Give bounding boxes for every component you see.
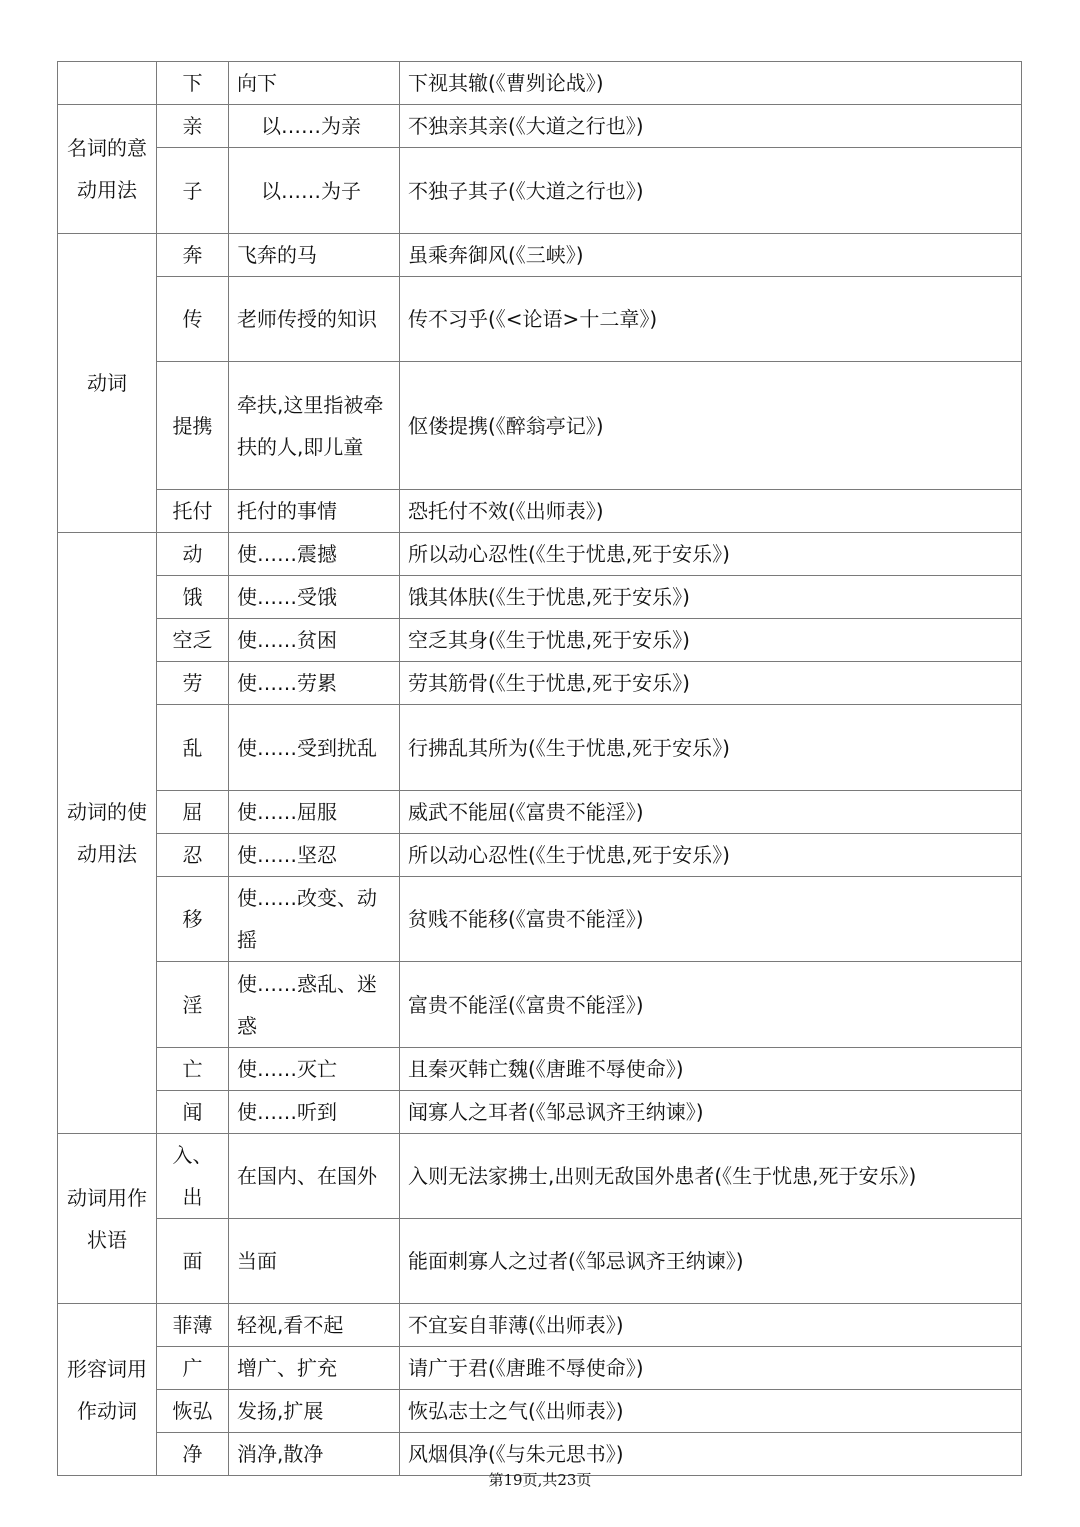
- word-cell: 托付: [157, 490, 229, 533]
- table-row: [58, 962, 1022, 1048]
- example-cell: 恐托付不效(《出师表》): [400, 490, 1022, 533]
- word-cell: 移: [157, 877, 229, 962]
- example-cell: 富贵不能淫(《富贵不能淫》): [400, 962, 1022, 1048]
- example-cell: 所以动心忍性(《生于忧患,死于安乐》): [400, 834, 1022, 877]
- table-row: [58, 234, 1022, 277]
- example-cell: 且秦灭韩亡魏(《唐雎不辱使命》): [400, 1048, 1022, 1091]
- word-cell: 子: [157, 148, 229, 234]
- table-row: [58, 148, 1022, 234]
- word-cell: 饿: [157, 576, 229, 619]
- example-cell: 请广于君(《唐雎不辱使命》): [400, 1347, 1022, 1390]
- meaning-cell: 老师传授的知识: [229, 277, 400, 362]
- category-cell: 名词的意动用法: [58, 105, 157, 234]
- example-cell: 饿其体肤(《生于忧患,死于安乐》): [400, 576, 1022, 619]
- category-cell: 动词用作状语: [58, 1134, 157, 1304]
- table-row: [58, 791, 1022, 834]
- word-cell: 动: [157, 533, 229, 576]
- table-row: [58, 1219, 1022, 1304]
- table-row: [58, 1390, 1022, 1433]
- category-cell: [58, 62, 157, 105]
- table-row: [58, 1134, 1022, 1219]
- example-cell: 所以动心忍性(《生于忧患,死于安乐》): [400, 533, 1022, 576]
- table-row: [58, 619, 1022, 662]
- meaning-cell: 使……屈服: [229, 791, 400, 834]
- example-cell: 虽乘奔御风(《三峡》): [400, 234, 1022, 277]
- table-row: [58, 576, 1022, 619]
- table-row: [58, 705, 1022, 791]
- example-cell: 传不习乎(《<论语>十二章》): [400, 277, 1022, 362]
- meaning-cell: 使……受到扰乱: [229, 705, 400, 791]
- meaning-cell: 以……为子: [229, 148, 400, 234]
- example-cell: 劳其筋骨(《生于忧患,死于安乐》): [400, 662, 1022, 705]
- word-cell: 乱: [157, 705, 229, 791]
- category-cell: 动词的使动用法: [58, 533, 157, 1134]
- page-number: 第19页,共23页: [488, 1471, 592, 1489]
- word-cell: 屈: [157, 791, 229, 834]
- meaning-cell: 消净,散净: [229, 1433, 400, 1476]
- word-cell: 菲薄: [157, 1304, 229, 1347]
- meaning-cell: 牵扶,这里指被牵扶的人,即儿童: [229, 362, 400, 490]
- word-cell: 面: [157, 1219, 229, 1304]
- example-cell: 行拂乱其所为(《生于忧患,死于安乐》): [400, 705, 1022, 791]
- word-cell: 空乏: [157, 619, 229, 662]
- word-cell: 亲: [157, 105, 229, 148]
- table-row: [58, 62, 1022, 105]
- meaning-cell: 使……灭亡: [229, 1048, 400, 1091]
- meaning-cell: 以……为亲: [229, 105, 400, 148]
- word-cell: 劳: [157, 662, 229, 705]
- meaning-cell: 飞奔的马: [229, 234, 400, 277]
- word-cell: 亡: [157, 1048, 229, 1091]
- example-cell: 不独亲其亲(《大道之行也》): [400, 105, 1022, 148]
- table-row: [58, 533, 1022, 576]
- table-row: [58, 277, 1022, 362]
- example-cell: 贫贱不能移(《富贵不能淫》): [400, 877, 1022, 962]
- meaning-cell: 使……贫困: [229, 619, 400, 662]
- meaning-cell: 使……坚忍: [229, 834, 400, 877]
- meaning-cell: 使……受饿: [229, 576, 400, 619]
- meaning-cell: 使……听到: [229, 1091, 400, 1134]
- word-usage-table: [57, 61, 1022, 1476]
- example-cell: 闻寡人之耳者(《邹忌讽齐王纳谏》): [400, 1091, 1022, 1134]
- example-cell: 入则无法家拂士,出则无敌国外患者(《生于忧患,死于安乐》): [400, 1134, 1022, 1219]
- table-row: [58, 362, 1022, 490]
- table-row: [58, 1048, 1022, 1091]
- category-cell: 动词: [58, 234, 157, 533]
- table-row: [58, 105, 1022, 148]
- category-cell: 形容词用作动词: [58, 1304, 157, 1476]
- meaning-cell: 托付的事情: [229, 490, 400, 533]
- word-cell: 传: [157, 277, 229, 362]
- example-cell: 伛偻提携(《醉翁亭记》): [400, 362, 1022, 490]
- table-row: [58, 490, 1022, 533]
- meaning-cell: 当面: [229, 1219, 400, 1304]
- meaning-cell: 使……劳累: [229, 662, 400, 705]
- word-cell: 提携: [157, 362, 229, 490]
- example-cell: 能面刺寡人之过者(《邹忌讽齐王纳谏》): [400, 1219, 1022, 1304]
- meaning-cell: 发扬,扩展: [229, 1390, 400, 1433]
- table-row: [58, 662, 1022, 705]
- word-cell: 闻: [157, 1091, 229, 1134]
- table-row: [58, 877, 1022, 962]
- meaning-cell: 向下: [229, 62, 400, 105]
- word-cell: 下: [157, 62, 229, 105]
- example-cell: 风烟俱净(《与朱元思书》): [400, 1433, 1022, 1476]
- example-cell: 下视其辙(《曹刿论战》): [400, 62, 1022, 105]
- meaning-cell: 增广、扩充: [229, 1347, 400, 1390]
- table-row: [58, 1304, 1022, 1347]
- example-cell: 恢弘志士之气(《出师表》): [400, 1390, 1022, 1433]
- meaning-cell: 使……惑乱、迷惑: [229, 962, 400, 1048]
- table-row: [58, 1091, 1022, 1134]
- table-row: [58, 834, 1022, 877]
- word-cell: 入、出: [157, 1134, 229, 1219]
- example-cell: 不独子其子(《大道之行也》): [400, 148, 1022, 234]
- word-cell: 淫: [157, 962, 229, 1048]
- word-cell: 净: [157, 1433, 229, 1476]
- example-cell: 威武不能屈(《富贵不能淫》): [400, 791, 1022, 834]
- word-cell: 忍: [157, 834, 229, 877]
- word-cell: 奔: [157, 234, 229, 277]
- word-cell: 广: [157, 1347, 229, 1390]
- meaning-cell: 轻视,看不起: [229, 1304, 400, 1347]
- example-cell: 空乏其身(《生于忧患,死于安乐》): [400, 619, 1022, 662]
- word-cell: 恢弘: [157, 1390, 229, 1433]
- table-row: [58, 1347, 1022, 1390]
- meaning-cell: 使……震撼: [229, 533, 400, 576]
- example-cell: 不宜妄自菲薄(《出师表》): [400, 1304, 1022, 1347]
- meaning-cell: 使……改变、动摇: [229, 877, 400, 962]
- meaning-cell: 在国内、在国外: [229, 1134, 400, 1219]
